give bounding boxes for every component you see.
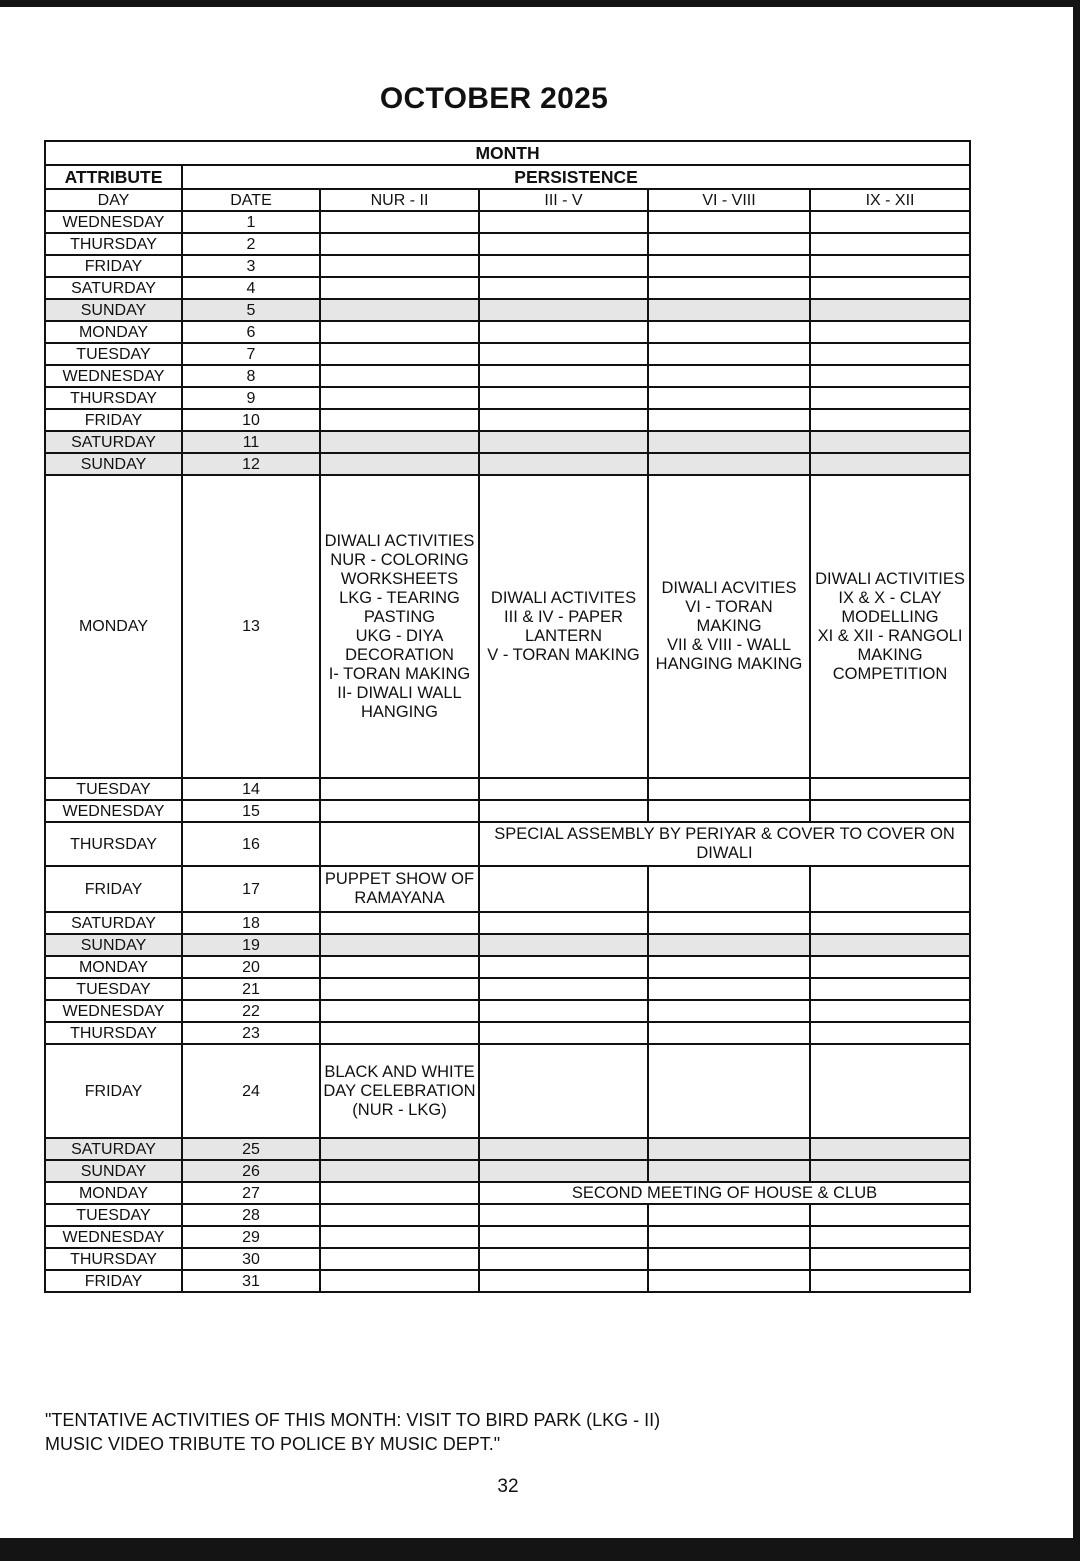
activity-cell-vi-viii (648, 1160, 810, 1182)
table-row (45, 1248, 970, 1270)
activity-cell-nur-ii (320, 978, 479, 1000)
table-row (45, 255, 970, 277)
activity-cell-iii-v (479, 409, 648, 431)
activity-cell-vi-viii (648, 912, 810, 934)
table-row (45, 277, 970, 299)
activity-cell-nur-ii (320, 233, 479, 255)
day-cell: FRIDAY (45, 866, 182, 912)
activity-cell-nur-ii (320, 778, 479, 800)
activity-cell-vi-viii (648, 978, 810, 1000)
day-cell: FRIDAY (45, 1044, 182, 1138)
date-cell: 21 (182, 978, 320, 1000)
table-row (45, 912, 970, 934)
activity-cell-vi-viii (648, 934, 810, 956)
date-cell: 9 (182, 387, 320, 409)
date-cell: 30 (182, 1248, 320, 1270)
activity-cell-vi-viii (648, 866, 810, 912)
day-cell: SATURDAY (45, 1138, 182, 1160)
activity-cell-ix-xii (810, 1044, 970, 1138)
table-row (45, 343, 970, 365)
activity-cell-iii-v (479, 321, 648, 343)
day-cell: WEDNESDAY (45, 1226, 182, 1248)
tentative-activities-note (45, 1408, 660, 1456)
activity-cell-ix-xii (810, 800, 970, 822)
special-assembly-cell: SPECIAL ASSEMBLY BY PERIYAR & COVER TO COVER ON DIWALI (479, 822, 970, 866)
house-club-meeting-cell: SECOND MEETING OF HOUSE & CLUB (479, 1182, 970, 1204)
activity-cell-nur-ii (320, 1022, 479, 1044)
column-header-ix-xii: IX - XII (810, 189, 970, 211)
activity-cell-vi-viii (648, 365, 810, 387)
date-cell: 1 (182, 211, 320, 233)
table-row (45, 1204, 970, 1226)
activity-cell-ix-xii (810, 1160, 970, 1182)
activity-cell-iii-v (479, 1000, 648, 1022)
date-cell: 27 (182, 1182, 320, 1204)
table-row (45, 1160, 970, 1182)
activity-cell-ix-xii (810, 277, 970, 299)
activity-cell-vi-viii (648, 956, 810, 978)
date-cell: 26 (182, 1160, 320, 1182)
day-cell: SATURDAY (45, 277, 182, 299)
activity-cell-iii-v (479, 956, 648, 978)
activity-cell-iii-v (479, 778, 648, 800)
day-cell: MONDAY (45, 1182, 182, 1204)
day-cell: MONDAY (45, 321, 182, 343)
activity-cell-iii-v (479, 365, 648, 387)
activity-cell-ix-xii (810, 233, 970, 255)
activity-cell-vi-viii (648, 299, 810, 321)
month-header: MONTH (45, 141, 970, 165)
activity-cell-vi-viii (648, 431, 810, 453)
date-cell: 24 (182, 1044, 320, 1138)
table-row (45, 1000, 970, 1022)
date-cell: 7 (182, 343, 320, 365)
date-cell: 19 (182, 934, 320, 956)
page-number: 32 (497, 1476, 519, 1497)
activity-cell-vi-viii (648, 1000, 810, 1022)
activity-cell-ix-xii (810, 1204, 970, 1226)
activity-cell-ix-xii (810, 365, 970, 387)
activity-cell-iii-v (479, 1226, 648, 1248)
day-cell: FRIDAY (45, 1270, 182, 1292)
table-row (45, 365, 970, 387)
day-cell: TUESDAY (45, 1204, 182, 1226)
table-row (45, 1022, 970, 1044)
table-row (45, 1226, 970, 1248)
activity-cell-iii-v (479, 233, 648, 255)
activity-cell-vi-viii (648, 343, 810, 365)
activity-cell-vi-viii (648, 277, 810, 299)
activity-cell-iii-v (479, 387, 648, 409)
activity-cell-iii-v (479, 211, 648, 233)
activity-cell-ix-xii (810, 1138, 970, 1160)
table-row (45, 211, 970, 233)
activity-cell-ix-xii (810, 211, 970, 233)
activity-cell-nur-ii: DIWALI ACTIVITIES NUR - COLORING WORKSHEETS LKG - TEARING PASTING UKG - DIYA DECORATION I- TORAN MAKING II- DIWALI WALL HANGING (320, 475, 479, 778)
activity-cell-ix-xii (810, 255, 970, 277)
column-header-row (45, 189, 970, 211)
table-row (45, 934, 970, 956)
activity-cell-ix-xii: DIWALI ACTIVITIES IX & X - CLAY MODELLING XI & XII - RANGOLI MAKING COMPETITION (810, 475, 970, 778)
day-cell: SUNDAY (45, 299, 182, 321)
activity-cell-iii-v (479, 1248, 648, 1270)
activity-cell-nur-ii: PUPPET SHOW OF RAMAYANA (320, 866, 479, 912)
day-cell: THURSDAY (45, 1022, 182, 1044)
activity-cell-vi-viii (648, 778, 810, 800)
date-cell: 16 (182, 822, 320, 866)
date-cell: 12 (182, 453, 320, 475)
day-cell: MONDAY (45, 956, 182, 978)
activity-cell-nur-ii (320, 277, 479, 299)
table-row (45, 978, 970, 1000)
activity-cell-ix-xii (810, 934, 970, 956)
column-header-vi-viii: VI - VIII (648, 189, 810, 211)
activity-cell-iii-v (479, 1204, 648, 1226)
activity-cell-nur-ii (320, 1204, 479, 1226)
activity-cell-vi-viii (648, 453, 810, 475)
date-cell: 17 (182, 866, 320, 912)
day-cell: WEDNESDAY (45, 211, 182, 233)
activity-cell-ix-xii (810, 978, 970, 1000)
column-header-iii-v: III - V (479, 189, 648, 211)
activity-cell-ix-xii (810, 409, 970, 431)
day-cell: SATURDAY (45, 431, 182, 453)
activity-cell-vi-viii (648, 1226, 810, 1248)
date-cell: 18 (182, 912, 320, 934)
activity-cell-nur-ii (320, 1160, 479, 1182)
activity-cell-nur-ii (320, 1226, 479, 1248)
date-cell: 13 (182, 475, 320, 778)
activity-cell-nur-ii (320, 321, 479, 343)
activity-cell-ix-xii (810, 912, 970, 934)
date-cell: 4 (182, 277, 320, 299)
day-cell: SATURDAY (45, 912, 182, 934)
table-row (45, 866, 970, 912)
date-cell: 15 (182, 800, 320, 822)
activity-cell-vi-viii (648, 387, 810, 409)
activity-cell-vi-viii (648, 1022, 810, 1044)
date-cell: 6 (182, 321, 320, 343)
activity-cell-vi-viii (648, 1270, 810, 1292)
column-header-day: DAY (45, 189, 182, 211)
date-cell: 14 (182, 778, 320, 800)
day-cell: TUESDAY (45, 978, 182, 1000)
bottom-border (0, 1538, 1080, 1561)
column-header-nur-ii: NUR - II (320, 189, 479, 211)
activity-cell-vi-viii: DIWALI ACVITIES VI - TORAN MAKING VII & VIII - WALL HANGING MAKING (648, 475, 810, 778)
activity-cell-nur-ii (320, 211, 479, 233)
activity-cell (320, 822, 479, 866)
date-cell: 29 (182, 1226, 320, 1248)
table-row (45, 387, 970, 409)
date-cell: 10 (182, 409, 320, 431)
activity-cell-iii-v (479, 277, 648, 299)
activity-cell-vi-viii (648, 255, 810, 277)
activity-cell-nur-ii (320, 1138, 479, 1160)
date-cell: 5 (182, 299, 320, 321)
day-cell: WEDNESDAY (45, 365, 182, 387)
activity-cell-nur-ii (320, 387, 479, 409)
activity-cell-iii-v (479, 255, 648, 277)
note-line: MUSIC VIDEO TRIBUTE TO POLICE BY MUSIC DEPT." (45, 1434, 501, 1454)
day-cell: WEDNESDAY (45, 1000, 182, 1022)
note-line: "TENTATIVE ACTIVITIES OF THIS MONTH: VISIT TO BIRD PARK (LKG - II) (45, 1410, 661, 1430)
activity-cell-ix-xii (810, 1000, 970, 1022)
activity-cell-iii-v (479, 866, 648, 912)
activity-cell-vi-viii (648, 800, 810, 822)
date-cell: 3 (182, 255, 320, 277)
table-row (45, 475, 970, 778)
activity-cell-nur-ii: BLACK AND WHITE DAY CELEBRATION (NUR - LKG) (320, 1044, 479, 1138)
activity-cell-nur-ii (320, 255, 479, 277)
activity-cell-iii-v (479, 453, 648, 475)
date-cell: 8 (182, 365, 320, 387)
activity-cell-iii-v (479, 1022, 648, 1044)
activity-cell-nur-ii (320, 956, 479, 978)
activity-cell-ix-xii (810, 299, 970, 321)
activity-cell-nur-ii (320, 365, 479, 387)
activity-cell-vi-viii (648, 1138, 810, 1160)
activity-cell-ix-xii (810, 956, 970, 978)
activity-cell-vi-viii (648, 233, 810, 255)
activity-cell-nur-ii (320, 343, 479, 365)
date-cell: 23 (182, 1022, 320, 1044)
day-cell: THURSDAY (45, 1248, 182, 1270)
attribute-header: ATTRIBUTE (45, 165, 182, 189)
table-row (45, 956, 970, 978)
day-cell: THURSDAY (45, 233, 182, 255)
date-cell: 22 (182, 1000, 320, 1022)
activity-cell-ix-xii (810, 431, 970, 453)
activity-cell-nur-ii (320, 1270, 479, 1292)
activity-cell-iii-v (479, 343, 648, 365)
table-row (45, 431, 970, 453)
activity-cell-nur-ii (320, 912, 479, 934)
day-cell: MONDAY (45, 475, 182, 778)
activity-cell-iii-v (479, 934, 648, 956)
activity-cell-vi-viii (648, 211, 810, 233)
day-cell: TUESDAY (45, 343, 182, 365)
activity-calendar-table (44, 140, 971, 1293)
activity-cell-nur-ii (320, 431, 479, 453)
activity-cell-nur-ii (320, 453, 479, 475)
table-row (45, 233, 970, 255)
activity-cell-iii-v (479, 978, 648, 1000)
activity-cell-iii-v (479, 431, 648, 453)
table-row (45, 800, 970, 822)
day-cell: TUESDAY (45, 778, 182, 800)
activity-cell-ix-xii (810, 387, 970, 409)
day-cell: FRIDAY (45, 409, 182, 431)
day-cell: SUNDAY (45, 1160, 182, 1182)
activity-cell-ix-xii (810, 1270, 970, 1292)
activity-cell-ix-xii (810, 321, 970, 343)
table-row (45, 1138, 970, 1160)
activity-cell-nur-ii (320, 1000, 479, 1022)
date-cell: 25 (182, 1138, 320, 1160)
table-row (45, 409, 970, 431)
table-row (45, 321, 970, 343)
activity-cell-nur-ii (320, 1248, 479, 1270)
table-row (45, 822, 970, 866)
day-cell: FRIDAY (45, 255, 182, 277)
activity-cell (320, 1182, 479, 1204)
day-cell: THURSDAY (45, 387, 182, 409)
table-row (45, 299, 970, 321)
activity-cell-nur-ii (320, 934, 479, 956)
activity-cell-iii-v (479, 800, 648, 822)
activity-cell-vi-viii (648, 1248, 810, 1270)
table-row (45, 453, 970, 475)
activity-cell-iii-v (479, 1138, 648, 1160)
activity-cell-nur-ii (320, 299, 479, 321)
activity-cell-iii-v: DIWALI ACTIVITES III & IV - PAPER LANTERN V - TORAN MAKING (479, 475, 648, 778)
day-cell: WEDNESDAY (45, 800, 182, 822)
page-title: OCTOBER 2025 (379, 82, 609, 115)
column-header-date: DATE (182, 189, 320, 211)
activity-cell-ix-xii (810, 778, 970, 800)
day-cell: SUNDAY (45, 453, 182, 475)
activity-cell-vi-viii (648, 1204, 810, 1226)
activity-cell-ix-xii (810, 453, 970, 475)
activity-cell-nur-ii (320, 409, 479, 431)
day-cell: SUNDAY (45, 934, 182, 956)
activity-cell-ix-xii (810, 343, 970, 365)
activity-cell-ix-xii (810, 866, 970, 912)
table-row (45, 1044, 970, 1138)
right-border (1073, 0, 1080, 1561)
activity-cell-iii-v (479, 912, 648, 934)
date-cell: 11 (182, 431, 320, 453)
table-row (45, 778, 970, 800)
activity-cell-ix-xii (810, 1248, 970, 1270)
date-cell: 2 (182, 233, 320, 255)
activity-cell-vi-viii (648, 321, 810, 343)
table-row (45, 1270, 970, 1292)
activity-cell-vi-viii (648, 1044, 810, 1138)
day-cell: THURSDAY (45, 822, 182, 866)
date-cell: 31 (182, 1270, 320, 1292)
date-cell: 20 (182, 956, 320, 978)
activity-cell-iii-v (479, 1044, 648, 1138)
activity-cell-ix-xii (810, 1022, 970, 1044)
activity-cell-vi-viii (648, 409, 810, 431)
date-cell: 28 (182, 1204, 320, 1226)
activity-cell-iii-v (479, 1270, 648, 1292)
activity-cell-ix-xii (810, 1226, 970, 1248)
persistence-header: PERSISTENCE (182, 165, 970, 189)
table-row (45, 1182, 970, 1204)
top-border (0, 0, 1080, 7)
activity-cell-iii-v (479, 1160, 648, 1182)
activity-cell-nur-ii (320, 800, 479, 822)
activity-cell-iii-v (479, 299, 648, 321)
